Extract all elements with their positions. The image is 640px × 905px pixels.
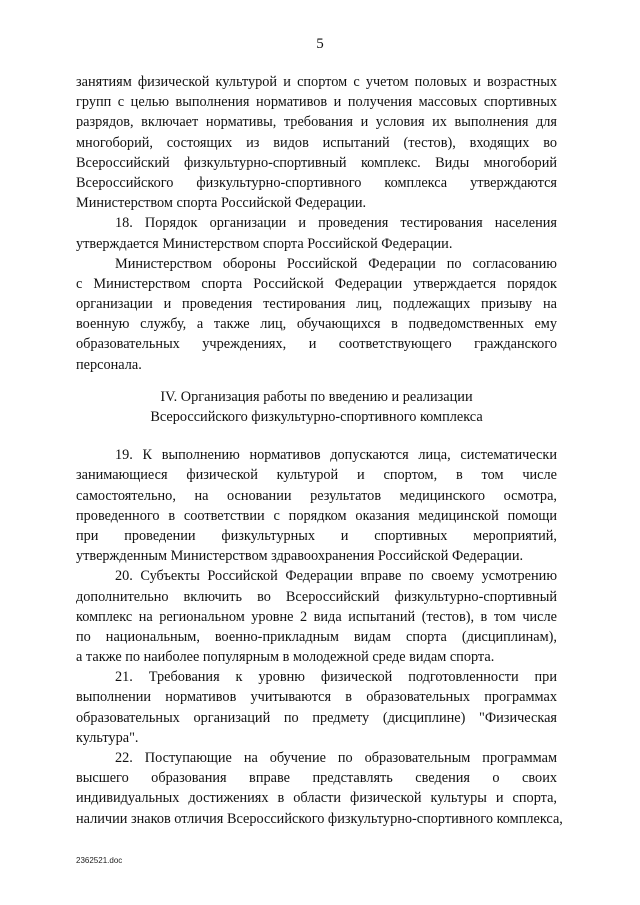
section-heading-line: IV. Организация работы по введению и реализации [160, 388, 473, 405]
paragraph-20 [76, 566, 557, 667]
text-line: дополнительно включить во Всероссийский физкультурно-спортивный [76, 588, 557, 605]
text-line: культура". [76, 729, 139, 746]
text-line: Министерством обороны Российской Федерации по согласованию [115, 255, 557, 272]
section-heading [76, 387, 557, 427]
document-filename: 2362521.doc [76, 856, 123, 865]
text-line: комплекс на региональном уровне 2 вида испытаний (тестов), в том числе [76, 608, 557, 625]
text-line: 21. Требования к уровню физической подготовленности при [115, 669, 557, 686]
text-line: проведенного в соответствии с порядком оказания медицинской помощи [76, 507, 557, 524]
paragraph-continuation [76, 72, 557, 213]
text-line: занятиям физической культурой и спортом с учетом половых и возрастных [76, 74, 557, 90]
document-body [76, 72, 563, 829]
text-line: военную службу, а также лиц, обучающихся в подведомственных ему [76, 316, 557, 333]
text-line: наличии знаков отличия Всероссийского физкультурно-спортивного комплекса, [76, 810, 563, 827]
text-line: по национальным, военно-прикладным видам спорта (дисциплинам), [76, 628, 557, 645]
text-line: многоборий, состоящих из видов испытаний (тестов), входящих во [76, 134, 557, 151]
text-line: групп с целью выполнения нормативов и получения массовых спортивных [76, 94, 557, 111]
text-line: 18. Порядок организации и проведения тестирования населения [115, 215, 557, 232]
page-number: 5 [316, 36, 324, 52]
text-line: при проведении физкультурных и спортивных мероприятий, [76, 527, 557, 544]
text-line: образовательных организаций по предмету (дисциплине) "Физическая [76, 709, 557, 726]
text-line: с Министерством спорта Российской Федерации утверждается порядок [76, 275, 557, 292]
section-heading-line: Всероссийского физкультурно-спортивного комплекса [150, 409, 483, 425]
text-line: 22. Поступающие на обучение по образовательным программам [115, 750, 557, 766]
text-line: самостоятельно, на основании результатов медицинского осмотра, [76, 487, 557, 504]
text-line: высшего образования вправе представлять сведения о своих [76, 770, 557, 787]
text-line: 20. Субъекты Российской Федерации вправе по своему усмотрению [115, 568, 557, 585]
text-line: занимающиеся физической культурой и спортом, в том числе [76, 467, 557, 484]
paragraph-22 [76, 748, 563, 829]
paragraph-21 [76, 667, 557, 748]
paragraph-18 [76, 213, 557, 253]
text-line: выполнении нормативов учитываются в образовательных программах [76, 689, 557, 706]
paragraph-ministry-defense [76, 254, 557, 375]
text-line: Министерством спорта Российской Федерации. [76, 195, 367, 212]
text-line: утвержденным Министерством здравоохранения Российской Федерации. [76, 548, 524, 565]
text-line: Всероссийского физкультурно-спортивного комплекса утверждаются [76, 174, 557, 191]
text-line: 19. К выполнению нормативов допускаются лица, систематически [115, 447, 557, 464]
paragraph-19 [76, 445, 557, 566]
text-line: разрядов, включает нормативы, требования и условия их выполнения для [76, 114, 557, 131]
text-line: индивидуальных достижениях в области физической культуры и спорта, [76, 790, 557, 807]
text-line: персонала. [76, 356, 142, 373]
text-line: утверждается Министерством спорта Российской Федерации. [76, 235, 453, 252]
text-line: образовательных учреждениях, и соответствующего гражданского [76, 336, 557, 353]
text-line: а также по наиболее популярным в молодежной среде видам спорта. [76, 649, 495, 666]
text-line: Всероссийский физкультурно-спортивный комплекс. Виды многоборий [76, 154, 557, 171]
text-line: организации и проведения тестирования лиц, подлежащих призыву на [76, 296, 557, 313]
